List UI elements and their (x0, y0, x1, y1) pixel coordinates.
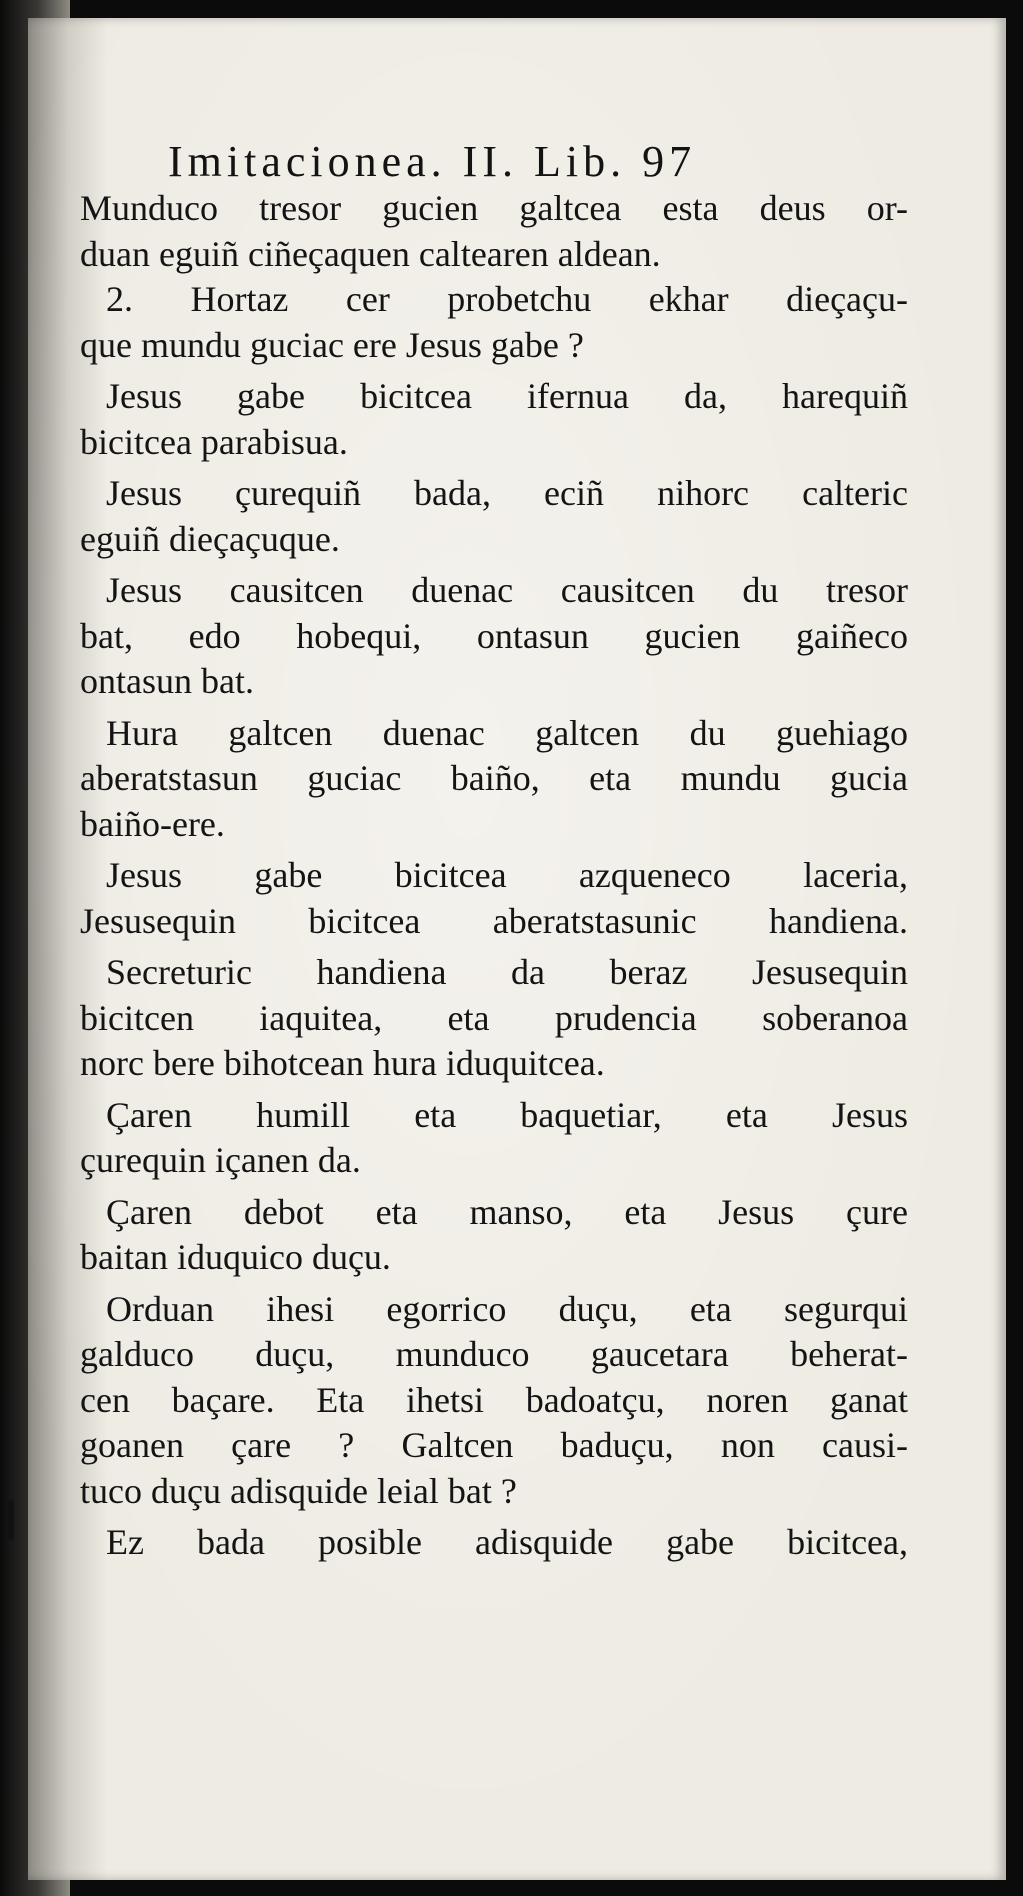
text-line: 2. Hortaz cer probetchu ekhar dieçaçu- (106, 279, 908, 319)
text-line: Çaren debot eta manso, eta Jesus çure (106, 1191, 908, 1232)
text-line: Jesus gabe bicitcea ifernua da, harequiñ (106, 376, 908, 416)
text-line: Munduco tresor gucien galtcea esta deus or- (80, 188, 908, 228)
text-line: goanen çare ? Galtcen baduçu, non causi- (80, 1425, 908, 1465)
text-line: eguiñ dieçaçuque. (80, 518, 340, 559)
text-line: norc bere bihotcean hura iduquitcea. (80, 1043, 605, 1083)
text-line: Jesusequin bicitcea aberatstasunic handiena. (80, 900, 908, 941)
text-line: Hura galtcen duenac galtcen du guehiago (106, 712, 908, 753)
text-line: Secreturic handiena da beraz Jesusequin (106, 952, 908, 992)
text-line: baitan iduquico duçu. (80, 1237, 391, 1277)
text-line: galduco duçu, munduco gaucetara beherat- (80, 1334, 908, 1374)
text-line: duan eguiñ ciñeçaquen caltearen aldean. (80, 233, 661, 274)
text-line: aberatstasun guciac baiño, eta mundu gucia (80, 758, 908, 798)
text-line: ontasun bat. (80, 661, 254, 701)
text-line: cen baçare. Eta ihetsi badoatçu, noren ganat (80, 1379, 908, 1420)
text-line: çurequin içanen da. (80, 1140, 361, 1180)
ink-spot (8, 1500, 14, 1540)
text-line: tuco duçu adisquide leial bat ? (80, 1470, 517, 1511)
text-line: Ez bada posible adisquide gabe bicitcea, (106, 1522, 908, 1562)
text-line: bat, edo hobequi, ontasun gucien gaiñeco (80, 615, 908, 656)
page-sheet (28, 18, 1006, 1880)
text-line: Jesus çurequiñ bada, eciñ nihorc calteric (106, 473, 908, 513)
text-line: Jesus causitcen duenac causitcen du tresor (106, 570, 908, 610)
text-line: bicitcen iaquitea, eta prudencia soberanoa (80, 997, 908, 1038)
running-header: Imitacionea. II. Lib. 97 (168, 137, 697, 186)
text-line: bicitcea parabisua. (80, 421, 348, 462)
body-text (80, 186, 908, 1566)
text-line: baiño-ere. (80, 803, 225, 844)
text-line: Çaren humill eta baquetiar, eta Jesus (106, 1094, 908, 1135)
text-line: Jesus gabe bicitcea azqueneco laceria, (106, 855, 908, 895)
text-line: Orduan ihesi egorrico duçu, eta segurqui (106, 1288, 908, 1329)
text-line: que mundu guciac ere Jesus gabe ? (80, 324, 584, 365)
